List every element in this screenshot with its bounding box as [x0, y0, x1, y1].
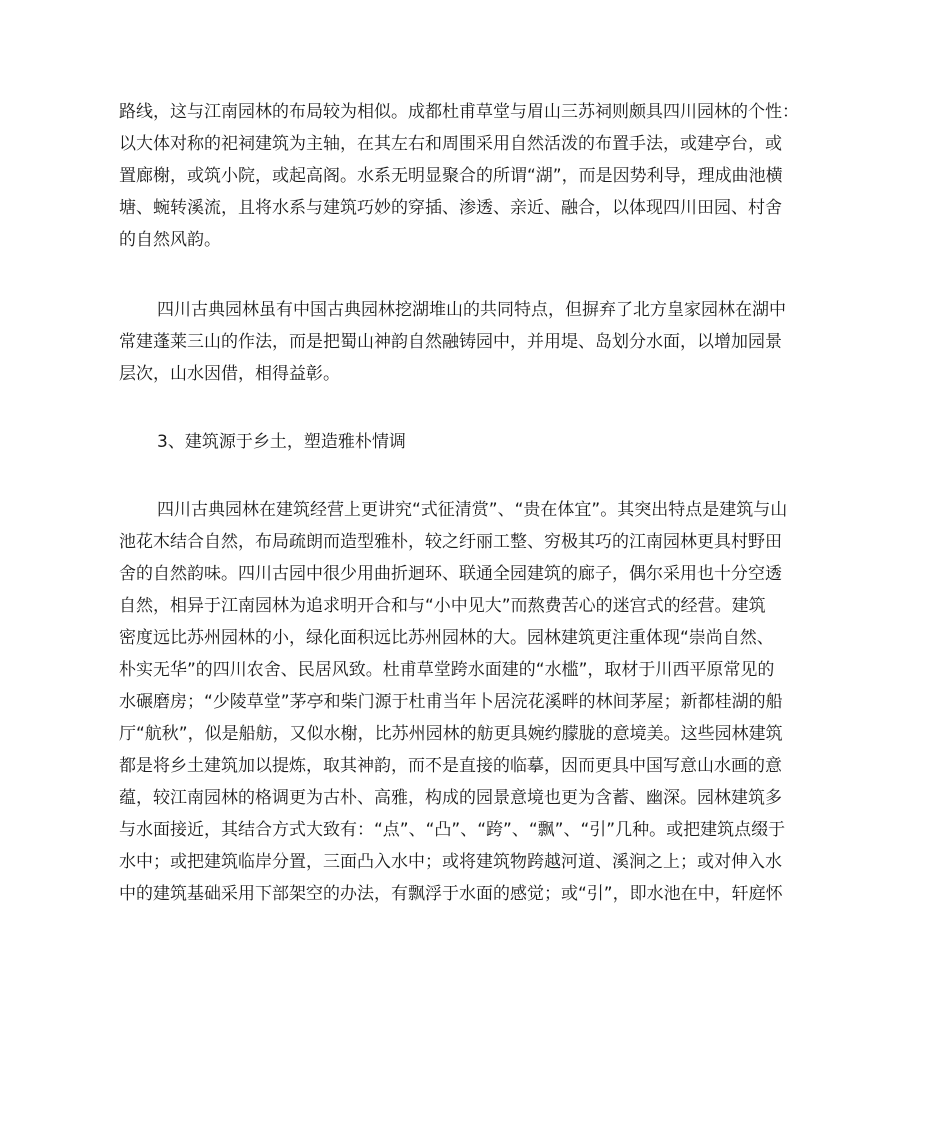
document-body	[119, 96, 829, 910]
text-line: 舍的自然韵味。四川古园中很少用曲折迴环、联通全园建筑的廊子，偶尔采用也十分空透	[119, 564, 782, 584]
text-line: 常建蓬莱三山的作法，而是把蜀山神韵自然融铸园中，并用堤、岛划分水面，以增加园景	[119, 332, 782, 352]
text-line: 朴实无华”的四川农舍、民居风致。杜甫草堂跨水面建的“水槛”，取材于川西平原常见的	[119, 660, 775, 680]
paragraph-continuation	[119, 96, 829, 256]
text-line: 置廊榭，或筑小院，或起高阁。水系无明显聚合的所谓“湖”，而是因势利导，理成曲池横	[119, 166, 783, 186]
text-line: 路线，这与江南园林的布局较为相似。成都杜甫草堂与眉山三苏祠则颇具四川园林的个性：	[119, 102, 799, 122]
text-line: 以大体对称的祀祠建筑为主轴，在其左右和周围采用自然活泼的布置手法，或建亭台，或	[119, 134, 782, 154]
text-line: 四川古典园林在建筑经营上更讲究“式征清赏”、“贵在体宜”。其突出特点是建筑与山	[157, 500, 788, 520]
text-line: 与水面接近，其结合方式大致有：“点”、“凸”、“跨”、“飘”、“引”几种。或把建筑点缀于	[119, 820, 786, 840]
text-line: 四川古典园林虽有中国古典园林挖湖堆山的共同特点，但摒弃了北方皇家园林在湖中	[157, 300, 786, 320]
text-line: 自然，相异于江南园林为追求明开合和与“小中见大”而熬费苦心的迷宫式的经营。建筑	[119, 596, 766, 616]
text-line: 厅“航秋”，似是船舫，又似水榭，比苏州园林的舫更具婉约朦胧的意境美。这些园林建筑	[119, 724, 783, 744]
paragraph-architecture	[119, 494, 829, 910]
text-line: 塘、蜿转溪流，且将水系与建筑巧妙的穿插、渗透、亲近、融合，以体现四川田园、村舍	[119, 198, 782, 218]
text-line: 都是将乡土建筑加以提炼，取其神韵，而不是直接的临摹，因而更具中国写意山水画的意	[119, 756, 782, 776]
text-line: 的自然风韵。	[119, 230, 221, 250]
paragraph-water-mountain	[119, 294, 829, 390]
text-line: 层次，山水因借，相得益彰。	[119, 364, 340, 384]
text-line: 水碾磨房；“少陵草堂”茅亭和柴门源于杜甫当年卜居浣花溪畔的林间茅屋；新都桂湖的船	[119, 692, 783, 712]
text-line: 蕴，较江南园林的格调更为古朴、高雅，构成的园景意境也更为含蓄、幽深。园林建筑多	[119, 788, 782, 808]
section-heading	[119, 426, 829, 458]
text-line: 密度远比苏州园林的小，绿化面积远比苏州园林的大。园林建筑更注重体现“崇尚自然、	[119, 628, 774, 648]
section-heading-text: 3、建筑源于乡土，塑造雅朴情调	[157, 432, 406, 452]
text-line: 水中；或把建筑临岸分置，三面凸入水中；或将建筑物跨越河道、溪涧之上；或对伸入水	[119, 852, 782, 872]
text-line: 池花木结合自然，布局疏朗而造型雅朴，较之纡丽工整、穷极其巧的江南园林更具村野田	[119, 532, 782, 552]
text-line: 中的建筑基础采用下部架空的办法，有飘浮于水面的感觉；或“引”，即水池在中，轩庭怀	[119, 884, 783, 904]
